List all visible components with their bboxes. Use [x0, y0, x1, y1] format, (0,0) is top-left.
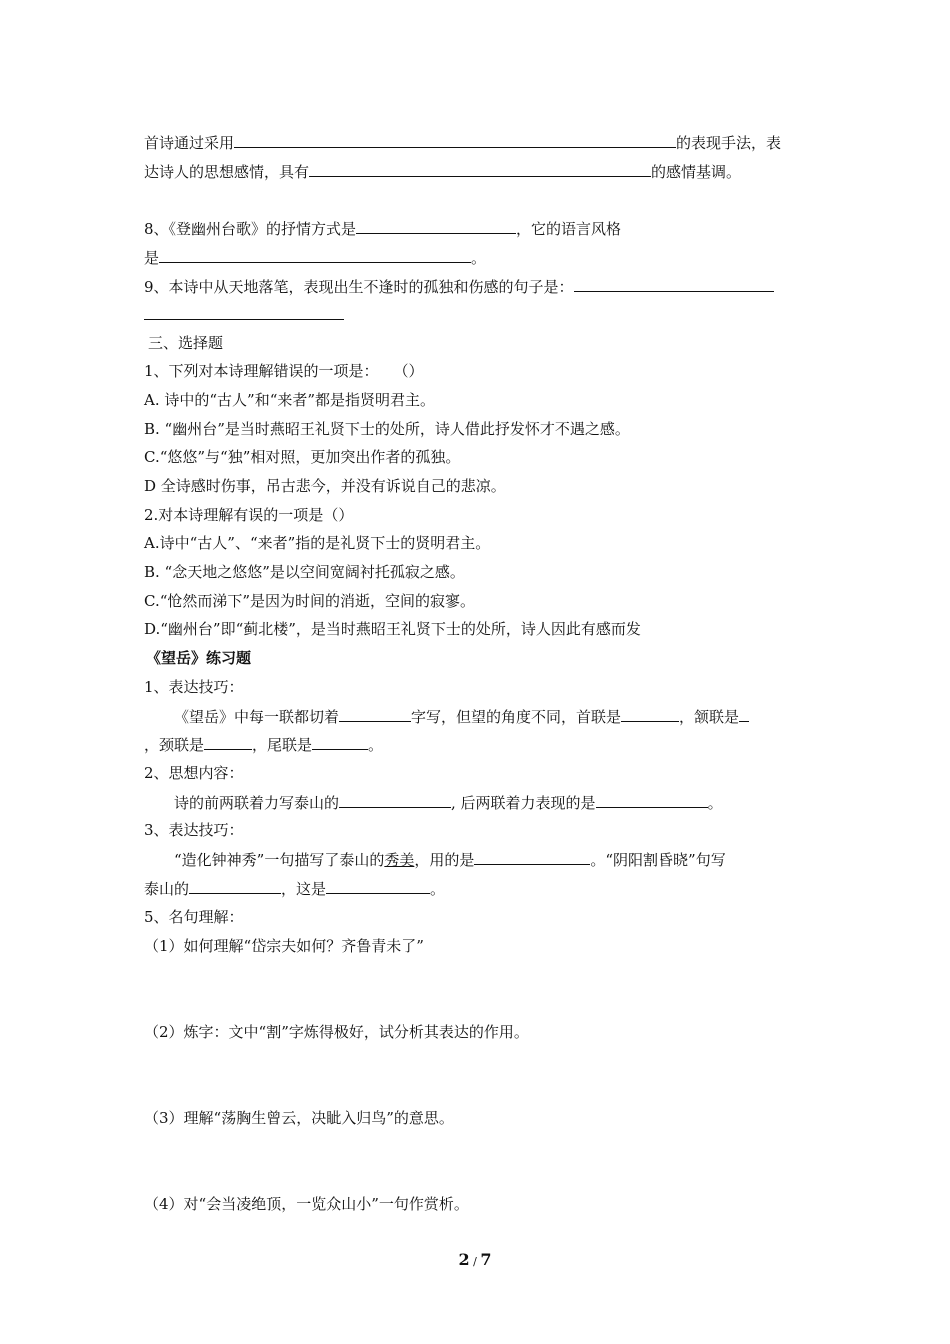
wy-s1-text-b: 字写，但望的角度不同，首联是 — [411, 708, 622, 726]
answer-blank[interactable] — [574, 276, 774, 292]
section-heading: 三、选择题 — [148, 334, 224, 352]
answer-blank[interactable] — [596, 792, 708, 808]
wy-s5-q4: （4）对“会当凌绝顶，一览众山小”一句作赏析。 — [144, 1195, 469, 1213]
wy-s1-label: 1、表达技巧： — [144, 678, 244, 696]
answer-blank[interactable] — [312, 734, 368, 750]
section-title: 《望岳》练习题 — [146, 649, 252, 667]
wy-s3-line1 — [174, 849, 726, 870]
mc1-stem: 1、下列对本诗理解错误的一项是： （） — [144, 362, 424, 380]
q8-text-d: 。 — [471, 249, 487, 267]
q9-line1 — [144, 276, 774, 297]
wy-s1-line2 — [144, 734, 383, 755]
answer-blank[interactable] — [144, 304, 344, 320]
answer-blank[interactable] — [309, 161, 651, 177]
wy-s2-text-c: 。 — [707, 794, 723, 812]
page-number — [0, 1250, 950, 1269]
answer-blank[interactable] — [204, 734, 252, 750]
wy-s1-line1 — [174, 706, 749, 727]
mc2-stem: 2.对本诗理解有误的一项是（） — [144, 506, 354, 524]
page-separator: / — [469, 1255, 481, 1268]
answer-blank[interactable] — [739, 706, 749, 722]
mc2-option-a: A.诗中“古人”、“来者”指的是礼贤下士的贤明君主。 — [144, 534, 491, 552]
q7-line2 — [144, 161, 741, 182]
wy-s2-text-b: , 后两联着力表现的是 — [451, 794, 596, 812]
answer-blank[interactable] — [339, 792, 451, 808]
wy-s5-q2: （2）炼字：文中“割”字炼得极好，试分析其表达的作用。 — [144, 1023, 529, 1041]
q7-text-d: 的感情基调。 — [651, 163, 742, 181]
wy-s1-text-e: ，尾联是 — [252, 736, 313, 754]
q9-line2 — [144, 304, 344, 325]
wy-s2-line1 — [174, 792, 723, 813]
mc2-option-c: C.“怆然而涕下”是因为时间的消逝，空间的寂寥。 — [144, 592, 476, 610]
wy-s5-q3: （3）理解“荡胸生曾云，决眦入归鸟”的意思。 — [144, 1109, 454, 1127]
wy-s3-text-a: “造化钟神秀”一句描写了泰山的 — [174, 851, 385, 869]
wy-s3-line2 — [144, 878, 445, 899]
wy-s5-label: 5、名句理解： — [144, 908, 244, 926]
mc1-option-d: D 全诗感时伤事，吊古悲今，并没有诉说自己的悲凉。 — [144, 477, 506, 495]
answer-blank[interactable] — [339, 706, 411, 722]
answer-blank[interactable] — [621, 706, 679, 722]
wy-s3-text-c: 。“阴阳割昏晓”句写 — [590, 851, 726, 869]
wy-s2-label: 2、思想内容： — [144, 764, 244, 782]
q9-text: 9、本诗中从天地落笔，表现出生不逢时的孤独和伤感的句子是： — [144, 278, 574, 296]
q8-text-c: 是 — [144, 249, 160, 267]
mc2-option-d: D.“幽州台”即“蓟北楼”，是当时燕昭王礼贤下士的处所，诗人因此有感而发 — [144, 620, 641, 638]
page-total: 7 — [480, 1250, 492, 1269]
wy-s3-underlined: 秀美 — [384, 851, 415, 869]
answer-blank[interactable] — [474, 849, 590, 865]
answer-blank[interactable] — [356, 218, 516, 234]
q8-line1 — [144, 218, 621, 239]
answer-blank[interactable] — [326, 878, 430, 894]
page-current: 2 — [458, 1250, 470, 1269]
q7-line1 — [144, 132, 781, 153]
mc1-option-c: C.“悠悠”与“独”相对照，更加突出作者的孤独。 — [144, 448, 461, 466]
mc2-option-b: B. “念天地之悠悠”是以空间宽阔衬托孤寂之感。 — [144, 563, 465, 581]
mc1-option-b: B. “幽州台”是当时燕昭王礼贤下士的处所，诗人借此抒发怀才不遇之感。 — [144, 420, 630, 438]
wy-s3-label: 3、表达技巧： — [144, 821, 244, 839]
mc1-option-a: A. 诗中的“古人”和“来者”都是指贤明君主。 — [144, 391, 436, 409]
wy-s1-text-f: 。 — [368, 736, 384, 754]
q8-text-b: ，它的语言风格 — [516, 220, 622, 238]
wy-s2-text-a: 诗的前两联着力写泰山的 — [174, 794, 340, 812]
wy-s3-text-e: ，这是 — [281, 880, 327, 898]
q7-text-a: 首诗通过采用 — [144, 134, 235, 152]
wy-s5-q1: （1）如何理解“岱宗夫如何？齐鲁青未了” — [144, 937, 424, 955]
wy-s3-text-b: ，用的是 — [414, 851, 475, 869]
answer-blank[interactable] — [189, 878, 281, 894]
q8-line2 — [144, 247, 486, 268]
answer-blank[interactable] — [159, 247, 471, 263]
q7-text-b: 的表现手法，表 — [676, 134, 782, 152]
wy-s1-text-d: ，颈联是 — [144, 736, 205, 754]
wy-s1-text-a: 《望岳》中每一联都切着 — [174, 708, 340, 726]
q7-text-c: 达诗人的思想感情，具有 — [144, 163, 310, 181]
wy-s3-text-d: 泰山的 — [144, 880, 190, 898]
wy-s1-text-c: ，颔联是 — [679, 708, 740, 726]
q8-text-a: 8、《登幽州台歌》的抒情方式是 — [144, 220, 357, 238]
answer-blank[interactable] — [234, 132, 676, 148]
wy-s3-text-f: 。 — [430, 880, 446, 898]
